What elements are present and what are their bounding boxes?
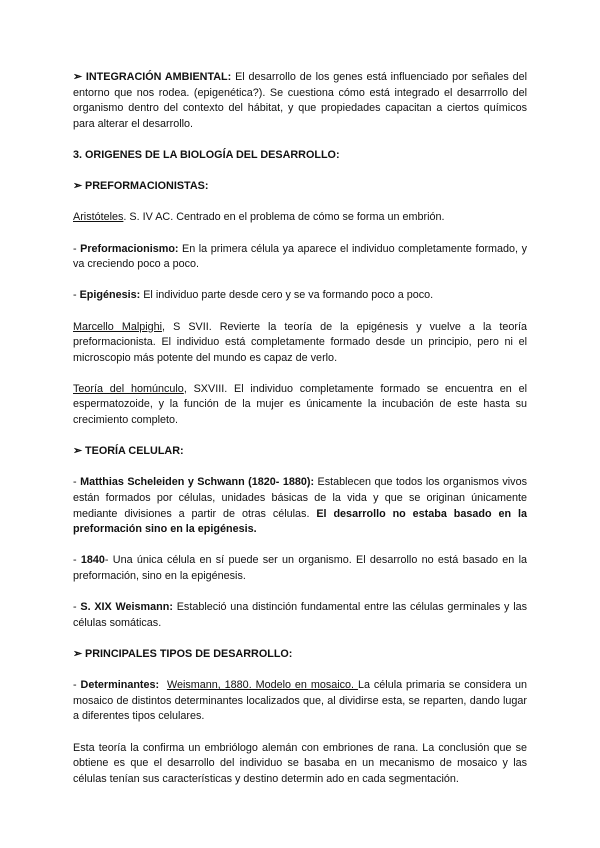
dash-bullet: - xyxy=(73,601,81,614)
subheading-label: PRINCIPALES TIPOS DE DESARROLLO: xyxy=(85,647,293,660)
document-page xyxy=(73,70,527,803)
paragraph-1840 xyxy=(73,553,527,584)
paragraph-teoria-confirmacion xyxy=(73,741,527,788)
arrow-bullet-icon: ➢ xyxy=(73,647,83,660)
paragraph-text: En la primera célula ya aparece el individuo completamente formado, y va creciendo poco a poco. xyxy=(73,242,527,271)
paragraph-text: El desarrollo de los genes está influenciado por señales del entorno que nos rodea. (epigenética?). Se cuestiona cómo está integrado el desarrrollo del organismo dentro del contexto del hábitat, y que propiedades capacitan a ciertos químicos para alterar el desarrollo. xyxy=(73,71,528,130)
paragraph-integracion-ambiental xyxy=(73,70,527,132)
dash-bullet: - xyxy=(73,242,81,255)
paragraph-text: Esta teoría la confirma un embriólogo alemán con embriones de rana. La conclusión que se obtiene es que el desarrollo del individuo se basaba en un mecanismo de mosaico y las células tenían sus características y destino determin ado en cada segmentación. xyxy=(73,741,527,785)
arrow-bullet-icon: ➢ xyxy=(73,180,83,193)
paragraph-aristoteles xyxy=(73,210,527,226)
term-integracion-ambiental: INTEGRACIÓN AMBIENTAL: xyxy=(85,71,232,83)
paragraph-text: La célula primaria se considera un mosaico de distintos determinantes localizados que, al dividirse esta, se reparten, dando lugar a diferentes tipos celulares. xyxy=(73,679,527,723)
paragraph-text: El individuo parte desde cero y se va formando poco a poco. xyxy=(140,289,434,302)
name-teoria-homunculo: Teoría del homúnculo xyxy=(73,382,184,395)
paragraph-homunculo xyxy=(73,382,527,429)
name-aristoteles: Aristóteles xyxy=(73,211,124,224)
subheading-teoria-celular xyxy=(73,444,527,460)
paragraph-preformacionismo xyxy=(73,242,527,273)
term-weismann: S. XIX Weismann: xyxy=(80,601,173,614)
subheading-label: TEORÍA CELULAR: xyxy=(85,445,184,458)
arrow-bullet-icon: ➢ xyxy=(73,445,83,458)
term-schleiden-schwann: Matthias Scheleiden y Schwann (1820- 1880): xyxy=(80,476,315,489)
dash-bullet: - xyxy=(73,289,80,302)
dash-bullet: - xyxy=(73,679,81,692)
paragraph-text: - Una única célula en sí puede ser un organismo. El desarrollo no está basado en la preformación, sino en la epigénesis. xyxy=(73,554,527,582)
paragraph-weismann xyxy=(73,600,527,631)
name-malpighi: Marcello Malpighi xyxy=(73,320,163,333)
subheading-preformacionistas xyxy=(73,179,527,195)
reference-weismann-mosaico: Weismann, 1880. Modelo en mosaico. xyxy=(166,679,358,692)
dash-bullet: - xyxy=(73,476,81,489)
subheading-tipos-desarrollo xyxy=(73,647,527,663)
term-1840: 1840 xyxy=(80,554,105,567)
section-heading-origenes: 3. ORIGENES DE LA BIOLOGÍA DEL DESARROLLO: xyxy=(73,148,340,161)
dash-bullet: - xyxy=(73,554,81,567)
paragraph-schleiden-schwann xyxy=(73,475,527,537)
term-preformacionismo: Preformacionismo: xyxy=(80,242,179,255)
subheading-label: PREFORMACIONISTAS: xyxy=(85,180,209,193)
emphasis-conclusion: El desarrollo no estaba basado en la preformación sino en la epigénesis. xyxy=(73,507,527,536)
paragraph-text: , S SVII. Revierte la teoría de la epigénesis y vuelve a la teoría preformacionista. El individuo está completamente formado desde un principio, pero ni el microscopio más potente del mundo es capaz de verlo. xyxy=(73,320,527,364)
paragraph-text: , SXVIII. El individuo completamente formado se encuentra en el espermatozoide, y la función de la mujer es únicamente la incubación de este hasta su crecimiento completo. xyxy=(73,382,527,427)
paragraph-text: Estableció una distinción fundamental entre las células germinales y las células somáticas. xyxy=(73,601,527,629)
term-epigenesis: Epigénesis: xyxy=(79,289,141,302)
paragraph-epigenesis xyxy=(73,288,527,304)
paragraph-text: Establecen que todos los organismos vivos están formados por células, unidades básicas de la vida y que se originan únicamente mediante divisiones a partir de otras células. xyxy=(73,476,527,520)
paragraph-determinantes xyxy=(73,678,527,725)
spacer xyxy=(159,679,167,691)
term-determinantes: Determinantes: xyxy=(80,679,160,692)
paragraph-malpighi xyxy=(73,320,527,367)
arrow-bullet-icon: ➢ xyxy=(73,71,83,83)
paragraph-text: . S. IV AC. Centrado en el problema de cómo se forma un embrión. xyxy=(123,211,445,224)
